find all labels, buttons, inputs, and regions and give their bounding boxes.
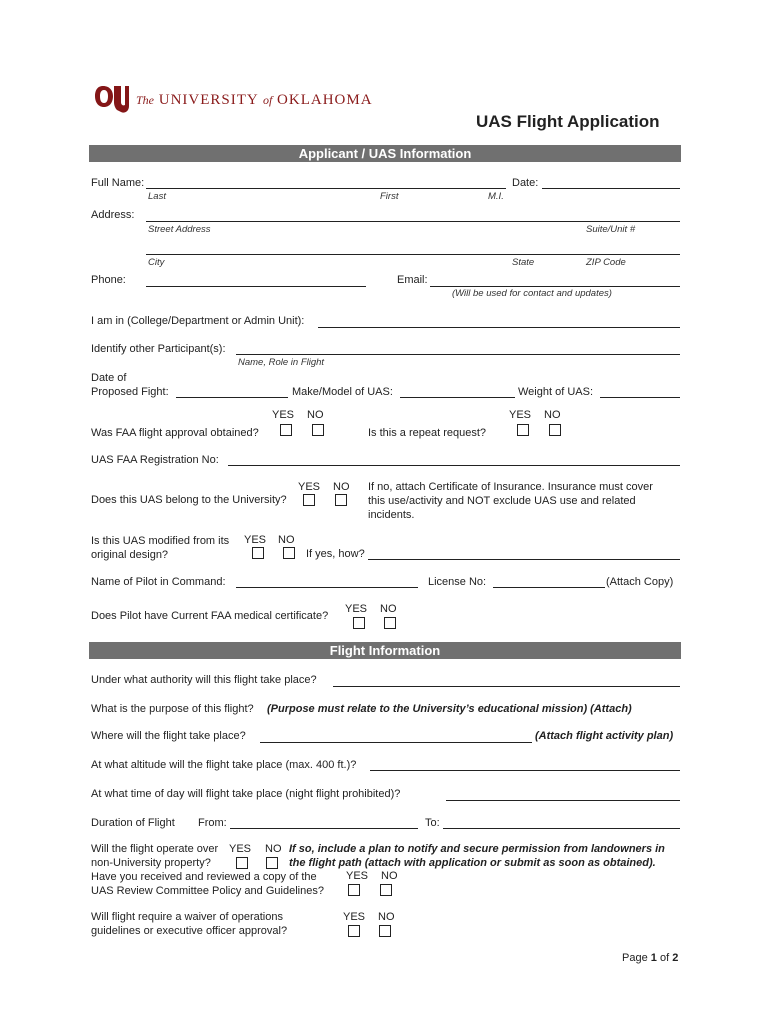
permission-note-line-2: the flight path (attach with application or submit as soon as obtained). [289,857,656,869]
registration-field[interactable] [228,465,680,466]
modification-details-field[interactable] [368,559,680,560]
proposed-flight-label: Proposed Fight: [91,386,169,398]
license-no-label: License No: [428,576,487,588]
duration-label: Duration of Flight [91,817,175,829]
section-header-flight: Flight Information [89,642,681,659]
to-field[interactable] [443,828,680,829]
modified-yes-checkbox[interactable] [252,547,264,559]
faa-approval-question: Was FAA flight approval obtained? [91,427,259,439]
suite-caption: Suite/Unit # [586,224,636,235]
reviewed-yes-checkbox[interactable] [348,884,360,896]
repeat-yes-checkbox[interactable] [517,424,529,436]
modified-question-line-1: Is this UAS modified from its [91,535,230,547]
from-field[interactable] [230,828,418,829]
pilot-name-field[interactable] [236,587,418,588]
belong-question: Does this UAS belong to the University? [91,494,287,506]
full-name-label: Full Name: [91,177,145,189]
faa-approval-yes-label: YES [272,409,295,421]
waiver-yes-label: YES [343,911,366,923]
registration-label: UAS FAA Registration No: [91,454,219,466]
unit-field[interactable] [318,327,680,328]
page-number: Page 1 of 2 [622,952,679,964]
last-caption: Last [148,191,166,202]
reviewed-question-line-1: Have you received and reviewed a copy of the [91,871,317,883]
date-label: Date: [512,177,539,189]
mi-caption: M.I. [488,191,504,202]
operate-question-line-1: Will the flight operate over [91,843,219,855]
weight-field[interactable] [600,397,680,398]
waiver-yes-checkbox[interactable] [348,925,360,937]
street-caption: Street Address [148,224,211,235]
reviewed-yes-label: YES [346,870,369,882]
operate-yes-label: YES [229,843,252,855]
where-question: Where will the flight take place? [91,730,246,742]
medical-no-checkbox[interactable] [384,617,396,629]
email-note: (Will be used for contact and updates) [452,288,612,299]
waiver-no-checkbox[interactable] [379,925,391,937]
weight-label: Weight of UAS: [518,386,593,398]
permission-note-line-1: If so, include a plan to notify and secure permission from landowners in [289,843,665,855]
operate-no-label: NO [265,843,282,855]
date-of-label: Date of [91,372,127,384]
where-note: (Attach flight activity plan) [535,730,674,742]
modified-question-line-2: original design? [91,549,169,561]
reviewed-no-checkbox[interactable] [380,884,392,896]
make-model-field[interactable] [400,397,515,398]
waiver-question-line-1: Will flight require a waiver of operations [91,911,283,923]
reviewed-no-label: NO [381,870,398,882]
zip-caption: ZIP Code [586,257,626,268]
purpose-note: (Purpose must relate to the University’s educational mission) (Attach) [267,703,632,715]
faa-approval-yes-checkbox[interactable] [280,424,292,436]
city-caption: City [148,257,165,268]
street-address-field[interactable] [146,221,680,222]
medical-yes-label: YES [345,603,368,615]
reviewed-question-line-2: UAS Review Committee Policy and Guidelines? [91,885,324,897]
time-of-day-question: At what time of day will flight take place (night flight prohibited)? [91,788,401,800]
insurance-note-line-3: incidents. [368,509,415,521]
authority-field[interactable] [333,686,680,687]
proposed-flight-date-field[interactable] [176,397,288,398]
phone-field[interactable] [146,286,366,287]
operate-no-checkbox[interactable] [266,857,278,869]
modified-no-checkbox[interactable] [283,547,295,559]
medical-yes-checkbox[interactable] [353,617,365,629]
medical-question: Does Pilot have Current FAA medical certificate? [91,610,329,622]
medical-no-label: NO [380,603,397,615]
operate-yes-checkbox[interactable] [236,857,248,869]
faa-approval-no-checkbox[interactable] [312,424,324,436]
belong-no-label: NO [333,481,350,493]
purpose-question: What is the purpose of this flight? [91,703,254,715]
first-caption: First [380,191,399,202]
date-field[interactable] [542,188,680,189]
repeat-yes-label: YES [509,409,532,421]
full-name-field[interactable] [146,188,506,189]
phone-label: Phone: [91,274,126,286]
section-header-applicant: Applicant / UAS Information [89,145,681,162]
city-state-zip-field[interactable] [146,254,680,255]
from-label: From: [198,817,227,829]
address-label: Address: [91,209,135,221]
participants-field[interactable] [236,354,680,355]
license-no-field[interactable] [493,587,605,588]
email-field[interactable] [430,286,680,287]
email-label: Email: [397,274,428,286]
participants-label: Identify other Participant(s): [91,343,226,355]
ou-logo-icon [94,84,130,116]
authority-question: Under what authority will this flight take place? [91,674,317,686]
insurance-note-line-1: If no, attach Certificate of Insurance. Insurance must cover [368,481,653,493]
participants-caption: Name, Role in Flight [238,357,325,368]
waiver-no-label: NO [378,911,395,923]
to-label: To: [425,817,440,829]
waiver-question-line-2: guidelines or executive officer approval? [91,925,288,937]
altitude-field[interactable] [370,770,680,771]
belong-no-checkbox[interactable] [335,494,347,506]
make-model-label: Make/Model of UAS: [292,386,393,398]
pilot-name-label: Name of Pilot in Command: [91,576,226,588]
modified-no-label: NO [278,534,295,546]
repeat-no-checkbox[interactable] [549,424,561,436]
insurance-note-line-2: this use/activity and NOT exclude UAS use and related [368,495,636,507]
time-of-day-field[interactable] [446,800,680,801]
unit-label: I am in (College/Department or Admin Unit): [91,315,305,327]
where-field[interactable] [260,742,532,743]
modified-yes-label: YES [244,534,267,546]
faa-approval-no-label: NO [307,409,324,421]
attach-copy-note: (Attach Copy) [606,576,674,588]
if-yes-how-label: If yes, how? [306,548,365,560]
belong-yes-checkbox[interactable] [303,494,315,506]
university-logo-text: The UNIVERSITY of OKLAHOMA [136,92,373,108]
repeat-request-question: Is this a repeat request? [368,427,487,439]
state-caption: State [512,257,535,268]
repeat-no-label: NO [544,409,561,421]
operate-question-line-2: non-University property? [91,857,211,869]
belong-yes-label: YES [298,481,321,493]
form-title: UAS Flight Application [476,112,660,131]
altitude-question: At what altitude will the flight take place (max. 400 ft.)? [91,759,357,771]
